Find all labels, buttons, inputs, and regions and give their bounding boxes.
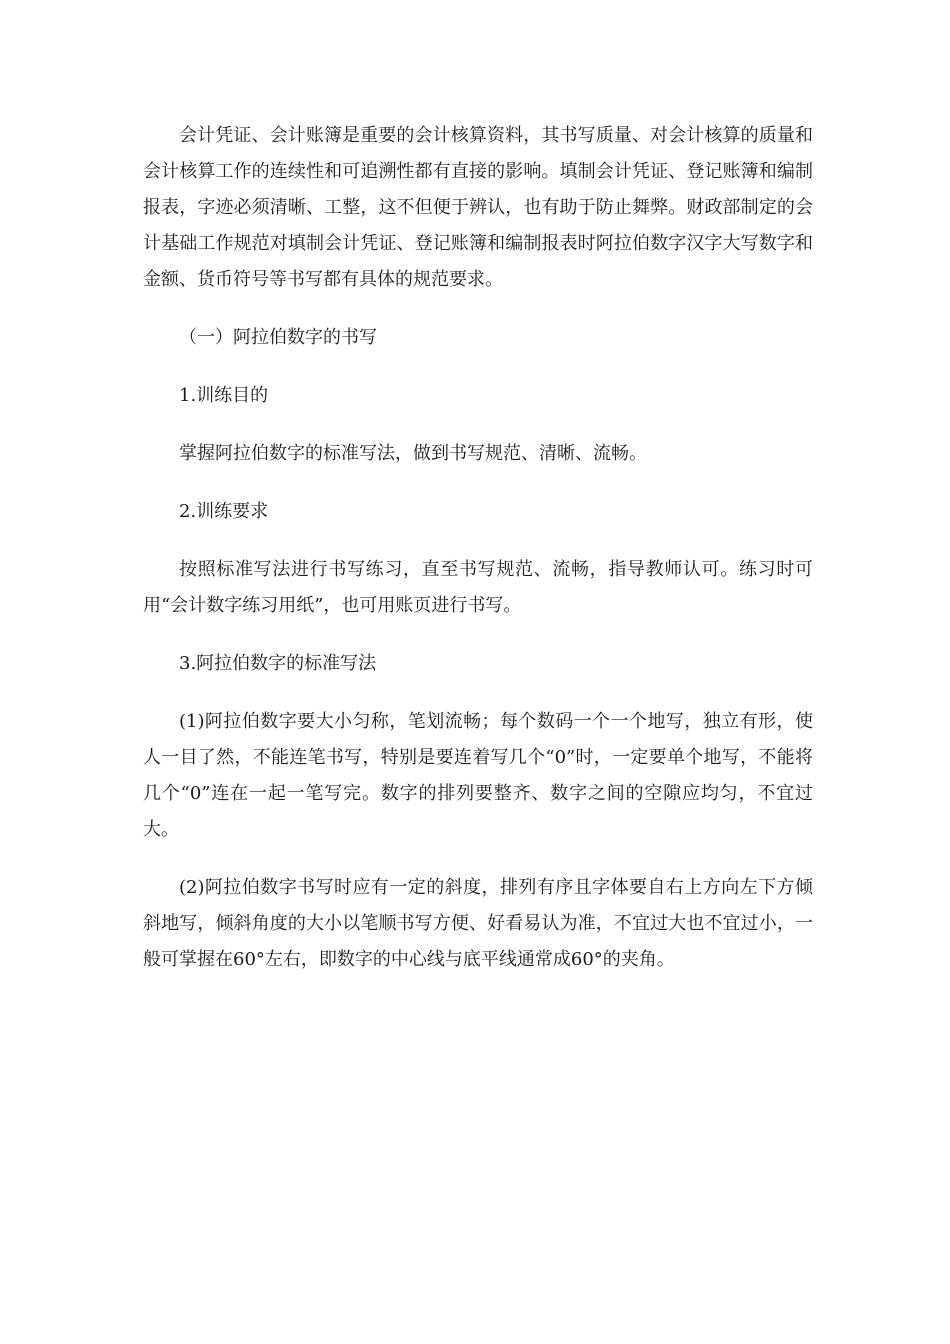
subheading-training-requirements: 2.训练要求 bbox=[179, 501, 269, 522]
section-heading: （一）阿拉伯数字的书写 bbox=[179, 327, 377, 348]
document-page bbox=[143, 118, 813, 978]
subheading-standard-writing: 3.阿拉伯数字的标准写法 bbox=[179, 653, 377, 674]
subheading-training-purpose: 1.训练目的 bbox=[179, 385, 269, 406]
rule-2-paragraph: (2)阿拉伯数字书写时应有一定的斜度，排列有序且字体要自右上方向左下方倾斜地写，倾斜角度的大小以笔顺书写方便、好看易认为准，不宜过大也不宜过小，一般可掌握在60°左右，即数字的中心线与底平线通常成60°的夹角。 bbox=[143, 877, 813, 970]
training-requirements-paragraph: 按照标准写法进行书写练习，直至书写规范、流畅，指导教师认可。练习时可用“会计数字练习用纸”，也可用账页进行书写。 bbox=[143, 559, 813, 616]
training-purpose-paragraph: 掌握阿拉伯数字的标准写法，做到书写规范、清晰、流畅。 bbox=[179, 443, 647, 464]
rule-1-paragraph: (1)阿拉伯数字要大小匀称，笔划流畅；每个数码一个一个地写，独立有形，使人一目了然，不能连笔书写，特别是要连着写几个“0”时，一定要单个地写，不能将几个“0”连在一起一笔写完。数字的排列要整齐、数字之间的空隙应均匀，不宜过大。 bbox=[143, 711, 813, 840]
intro-paragraph: 会计凭证、会计账簿是重要的会计核算资料，其书写质量、对会计核算的质量和会计核算工作的连续性和可追溯性都有直接的影响。填制会计凭证、登记账簿和编制报表，字迹必须清晰、工整，这不但便于辨认，也有助于防止舞弊。财政部制定的会计基础工作规范对填制会计凭证、登记账簿和编制报表时阿拉伯数字汉字大写数字和金额、货币符号等书写都有具体的规范要求。 bbox=[143, 125, 813, 290]
